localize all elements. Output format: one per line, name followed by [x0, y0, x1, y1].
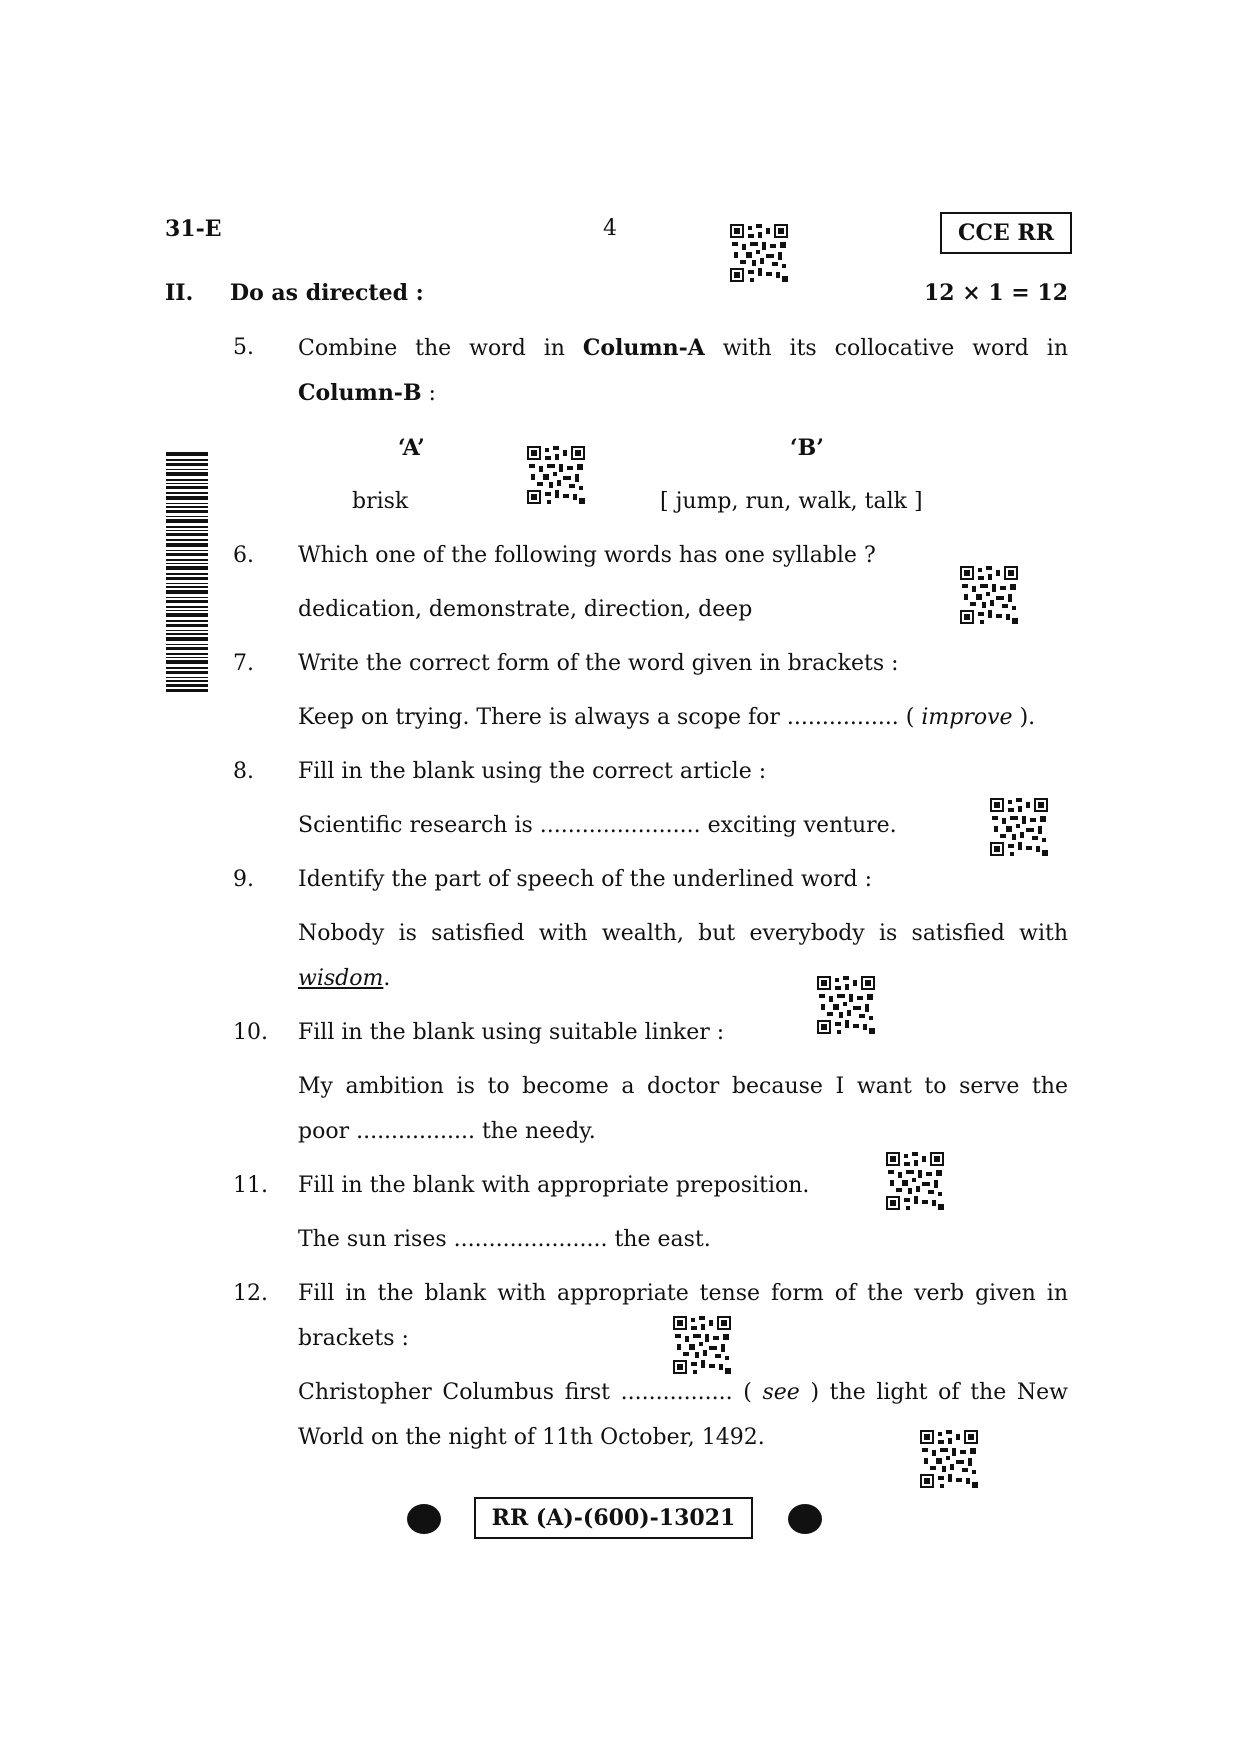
q7-sentence-post: ).	[1012, 705, 1036, 730]
question-number: 5.	[233, 335, 254, 360]
barcode-icon	[166, 452, 208, 692]
q5-column-b: Column-B	[298, 380, 422, 406]
q7-sentence-pre: Keep on trying. There is always a scope for ................ (	[298, 705, 922, 730]
column-a-heading: ‘A’	[398, 435, 425, 461]
question-text	[298, 335, 1068, 361]
q12-bracket-word: see	[762, 1380, 800, 1405]
question-sentence-line2: World on the night of 11th October, 1492.	[298, 1425, 765, 1450]
question-sentence-line2: poor ................. the needy.	[298, 1119, 596, 1144]
page-number: 4	[603, 216, 617, 241]
qr-code-icon	[673, 1316, 731, 1374]
qr-code-icon	[527, 446, 585, 504]
footer-code: RR (A)-(600)-13021	[474, 1497, 753, 1539]
section-numeral: II.	[165, 280, 194, 306]
registration-mark-left	[407, 1504, 441, 1534]
question-text: Fill in the blank using the correct article :	[298, 759, 767, 784]
question-text: Identify the part of speech of the underlined word :	[298, 867, 873, 892]
column-b-options: [ jump, run, walk, talk ]	[660, 489, 923, 514]
q7-bracket-word: improve	[921, 705, 1013, 730]
question-text-line2	[298, 380, 436, 406]
question-sentence: Scientific research is ....................... exciting venture.	[298, 813, 897, 838]
question-sentence-line2	[298, 966, 390, 991]
question-text-line2: brackets :	[298, 1326, 409, 1351]
qr-code-icon	[730, 224, 788, 282]
q12-sentence-post: ) the light of the New	[799, 1380, 1068, 1405]
qr-code-icon	[920, 1430, 978, 1488]
section-title: Do as directed :	[230, 280, 424, 306]
column-a-word: brisk	[352, 489, 409, 514]
question-number: 7.	[233, 651, 254, 676]
question-text: Fill in the blank using suitable linker :	[298, 1020, 725, 1045]
q5-text-pre: Combine the word in	[298, 336, 565, 361]
q9-period: .	[383, 966, 391, 991]
question-number: 8.	[233, 759, 254, 784]
question-options: dedication, demonstrate, direction, deep	[298, 597, 753, 622]
question-text: Write the correct form of the word given in brackets :	[298, 651, 899, 676]
qr-code-icon	[960, 566, 1018, 624]
question-number: 11.	[233, 1173, 268, 1198]
registration-mark-right	[788, 1504, 822, 1534]
question-number: 10.	[233, 1020, 268, 1045]
question-number: 12.	[233, 1281, 268, 1306]
qr-code-icon	[817, 976, 875, 1034]
qr-code-icon	[886, 1152, 944, 1210]
column-b-heading: ‘B’	[790, 435, 824, 461]
question-sentence: Nobody is satisfied with wealth, but everybody is satisfied with	[298, 921, 1068, 946]
q9-underlined-word: wisdom	[298, 966, 384, 991]
q12-sentence-pre: Christopher Columbus first ................ (	[298, 1380, 763, 1405]
question-text: Which one of the following words has one syllable ?	[298, 543, 876, 568]
q5-colon: :	[421, 381, 436, 406]
question-text: Fill in the blank with appropriate preposition.	[298, 1173, 810, 1198]
question-text: Fill in the blank with appropriate tense form of the verb given in	[298, 1281, 1068, 1306]
question-sentence: The sun rises ...................... the east.	[298, 1227, 711, 1252]
question-sentence: My ambition is to become a doctor because I want to serve the	[298, 1074, 1068, 1099]
section-marks: 12 × 1 = 12	[923, 280, 1068, 306]
question-sentence	[298, 1380, 1068, 1405]
qr-code-icon	[990, 798, 1048, 856]
q5-column-a: Column-A	[582, 335, 705, 361]
q5-text-post: with its collocative word in	[722, 336, 1068, 361]
question-number: 6.	[233, 543, 254, 568]
question-sentence	[298, 705, 1035, 730]
question-number: 9.	[233, 867, 254, 892]
scheme-box: CCE RR	[940, 212, 1072, 254]
paper-code: 31-E	[165, 216, 222, 242]
